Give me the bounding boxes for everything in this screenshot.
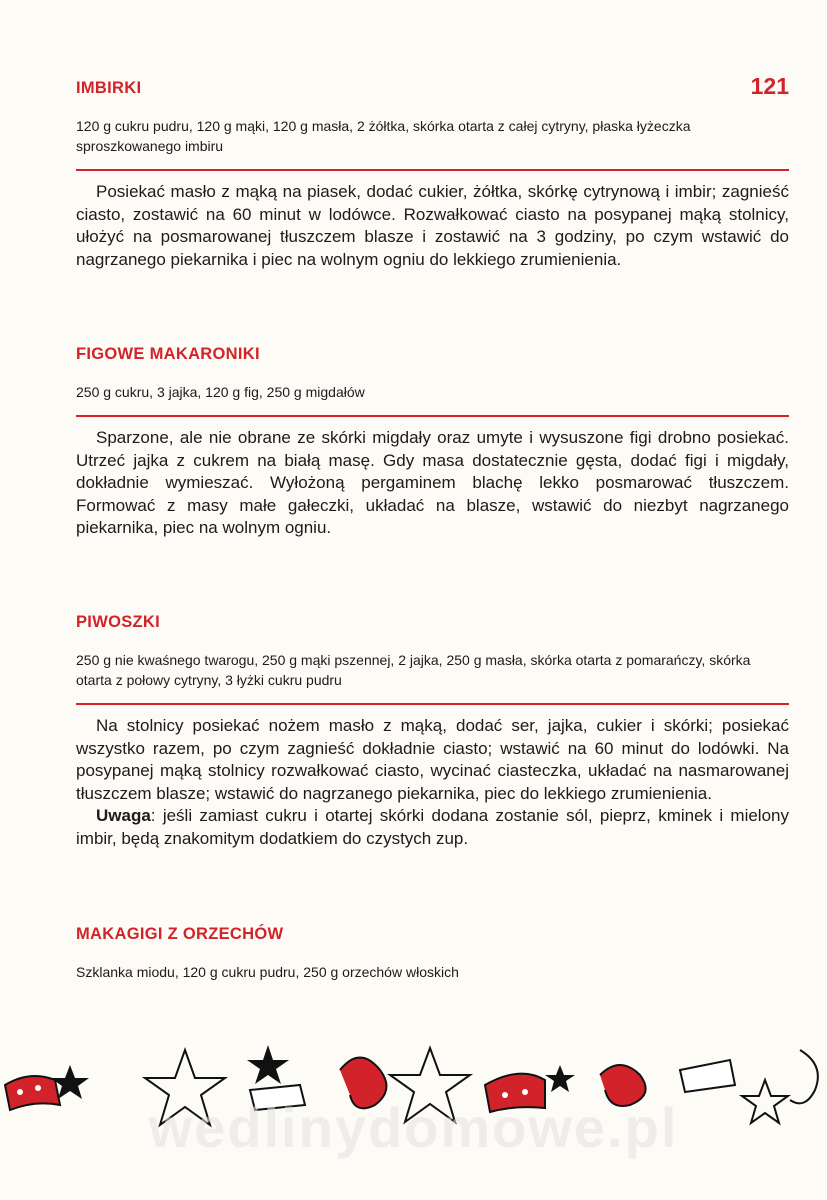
recipe-ingredients: 120 g cukru pudru, 120 g mąki, 120 g masła, 2 żółtka, skórka otarta z całej cytryny, płaska łyżeczka sproszkowanego imbiru — [76, 118, 691, 154]
recipe-method: Sparzone, ale nie obrane ze skórki migdały oraz umyte i wysuszone figi drobno posiekać. Utrzeć jajka z cukrem na białą masę. Gdy masa dostatecznie gęsta, dodać figi i migdały, dokładnie wymieszać. Wyłożoną pergaminem blachę lekko posmarować tłuszczem. Formować z masy małe gałeczki, układać na blasze, wstawić do niezbyt nagrzanego piekarnika, piec na wolnym ogniu. — [76, 428, 789, 537]
star-icon — [247, 1045, 289, 1084]
recipe-figowe-makaroniki — [76, 344, 789, 540]
recipe-ingredients: 250 g nie kwaśnego twarogu, 250 g mąki pszennej, 2 jajka, 250 g masła, skórka otarta z pomarańczy, skórka otarta z połowy cytryny, 3 łyżki cukru pudru — [76, 652, 751, 688]
recipe-piwoszki — [76, 612, 789, 850]
recipe-title: MAKAGIGI Z ORZECHÓW — [76, 925, 284, 943]
recipe-imbirki — [76, 78, 789, 271]
party-horn-icon — [680, 1060, 735, 1092]
recipe-ingredients: 250 g cukru, 3 jajka, 120 g fig, 250 g migdałów — [76, 384, 365, 400]
recipe-title: IMBIRKI — [76, 79, 142, 97]
star-icon — [545, 1065, 575, 1092]
recipe-note — [76, 805, 789, 850]
note-label: Uwaga — [96, 806, 151, 825]
recipe-title: PIWOSZKI — [76, 613, 160, 631]
red-divider — [76, 703, 789, 705]
recipe-title: FIGOWE MAKARONIKI — [76, 345, 260, 363]
page-number: 121 — [750, 73, 789, 99]
red-divider — [76, 415, 789, 417]
recipe-method: Posiekać masło z mąką na piasek, dodać cukier, żółtka, skórkę cytrynową i imbir; zagnieść ciasto, zostawić na 60 minut w lodówce. Rozwałkować ciasto na posypanej mąką stolnicy, ułożyć na posmarowanej tłuszczem blasze i zostawić na 3 godziny, po czym wstawić do nagrzanego piekarnika i piec na wolnym ogniu do lekkiego zrumienienia. — [76, 182, 789, 269]
recipe-makagigi — [76, 924, 789, 982]
recipe-ingredients: Szklanka miodu, 120 g cukru pudru, 250 g orzechów włoskich — [76, 964, 459, 980]
note-text: : jeśli zamiast cukru i otartej skórki dodana zostanie sól, pieprz, kminek i mielony imbir, będą znakomitym dodatkiem do czystych zup. — [76, 806, 789, 848]
red-divider — [76, 169, 789, 171]
watermark: wedlinydomowe.pl — [148, 1096, 679, 1159]
recipe-method: Na stolnicy posiekać nożem masło z mąką, dodać ser, jajka, cukier i skórki; posiekać wszystko razem, po czym zagnieść dokładnie ciasto; wstawić na 60 minut do lodówki. Na posypanej mąką stolnicy rozwałkować ciasto, wycinać ciasteczka, układać na nasmarowanej tłuszczem blasze; wstawić do nagrzanego piekarnika, piec do lekkiego zrumienienia. — [76, 716, 789, 803]
